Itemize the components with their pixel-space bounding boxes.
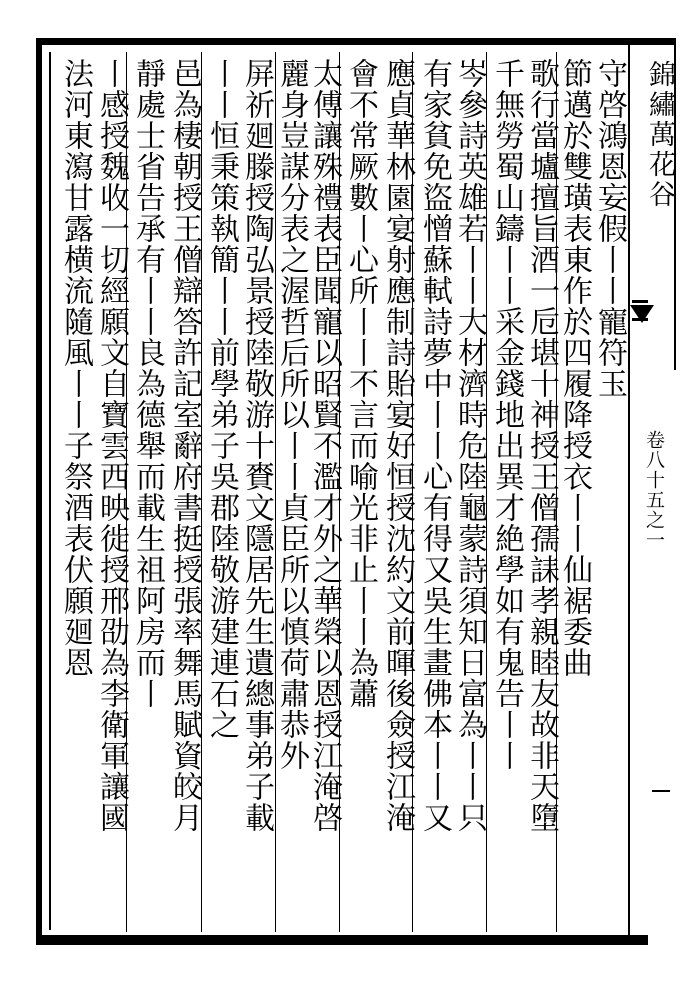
text-column: 邑為棲朝授王僧辯答許記室辭府書挺授張率舞馬賦資皎月 bbox=[167, 58, 202, 833]
text-column: 屏祈廻滕授陶弘景授陸敬游十賚文隱居先生遺總事弟子載 bbox=[239, 58, 274, 833]
frame-left-border bbox=[36, 38, 42, 945]
text-column: 麗身豈謀分表之渥哲后所以丨丨貞臣所以慎荷肅恭外 bbox=[274, 58, 309, 771]
fold-margin-line bbox=[628, 40, 630, 940]
frame-inner-left-border bbox=[49, 52, 51, 930]
text-column: 應貞華林園宴射應制詩貽宴好恒授沈約文前暉後僉授江淹 bbox=[380, 58, 415, 833]
text-column: 岑參詩英雄若丨丨大材濟時危陸龜蒙詩須知日富為丨丨只 bbox=[452, 58, 487, 833]
frame-top-border bbox=[36, 38, 676, 45]
fold-bracket bbox=[632, 318, 648, 335]
frame-bottom-border bbox=[36, 935, 648, 945]
text-column: 守啓鴻恩妄假丨丨寵符玉 bbox=[592, 58, 627, 399]
text-column: 會不常厥數丨心所丨丨不言而喻光非止丨丨為蕭 bbox=[343, 58, 378, 709]
text-column: 千無勞蜀山鑄丨丨采金錢地出異才絶學如有鬼告丨丨 bbox=[489, 58, 524, 771]
text-column: 有家貧免盜憎蘇軾詩夢中丨丨心有得又吳生畫佛本丨丨又 bbox=[417, 58, 452, 833]
text-column: 太傅讓殊禮表臣聞寵以昭賢不濫才外之華榮以恩授江淹啓 bbox=[307, 58, 342, 833]
text-column: 丨丨恒秉策執簡丨丨前學弟子吳郡陸敬游建連石之 bbox=[204, 58, 239, 740]
text-column: 丨感授魏收一切經願文自寶雲西映徙授邢劭為李衛軍讓國 bbox=[94, 58, 129, 833]
text-column: 法河東瀉甘露横流隨風丨丨子祭酒表伏願廻恩 bbox=[58, 58, 93, 678]
margin-title: 錦繡萬花谷 bbox=[644, 60, 675, 210]
fold-bracket bbox=[632, 300, 648, 317]
text-column: 靜處士省告承有丨丨良為德舉而載生祖阿房而丨 bbox=[130, 58, 165, 709]
text-column: 歌行當壚擅旨酒一卮堪十神授王僧孺誄孝親睦友故非天墮 bbox=[524, 58, 559, 833]
margin-tick bbox=[652, 790, 670, 792]
text-column: 節邁於雙璜表東作於四履降授衣丨丨仙裾委曲 bbox=[557, 58, 592, 678]
margin-volume-label: 卷八十五之一 bbox=[643, 430, 665, 550]
